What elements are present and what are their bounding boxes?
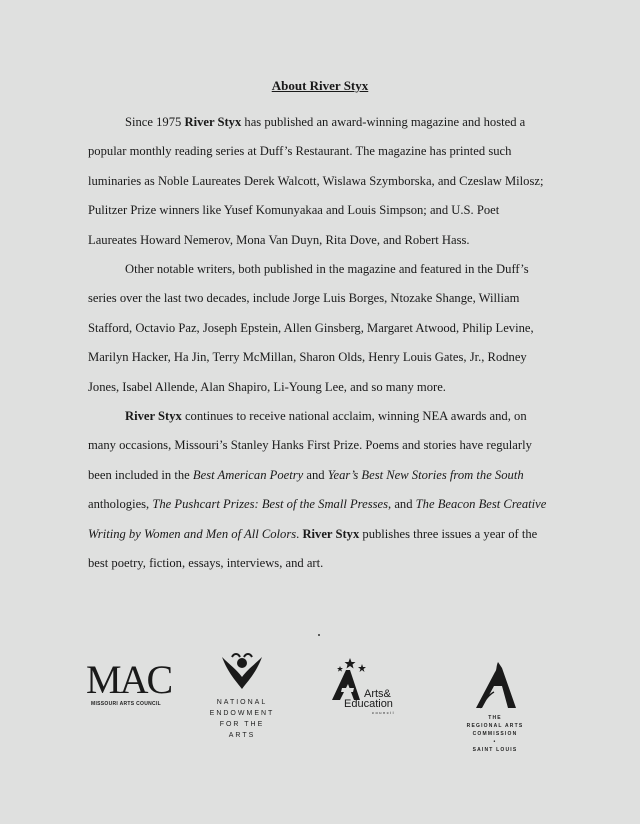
- text-run: has published an award-winning magazine and hosted a popular monthly reading series at Duff’s Restaurant. The magazine has printed such luminaries as Noble Laureates Derek Walcott, Wislawa Szymborska, and Czeslaw Milosz; Pulitzer Prize winners like Yusef Komunyakaa and Louis Simpson; and U.S. Poet Laureates Howard Nemerov, Mona Van Duyn, Rita Dove, and Robert Hass.: [88, 115, 544, 247]
- italic-title-run: Best American Poetry: [192, 467, 304, 482]
- rac-line-2: REGIONAL ARTS: [466, 723, 524, 729]
- mac-logo: [86, 657, 172, 707]
- arts-education-line-3: council: [372, 710, 395, 715]
- rac-line-3: COMMISSION: [472, 731, 518, 737]
- paragraph-1: [88, 108, 548, 255]
- arts-education-line-1: Arts&: [364, 688, 391, 700]
- nea-logo: [206, 651, 278, 741]
- paragraph-3: [88, 402, 548, 578]
- text-run: continues to receive national acclaim, winning NEA awards and, on many occasions, Missouri’s Stanley Hanks First Prize. Poems and stories have regularly been included in the: [88, 409, 532, 482]
- speck: [318, 634, 320, 636]
- nea-line-3: FOR THE ARTS: [219, 721, 265, 739]
- bold-run: River Styx: [125, 409, 182, 424]
- text-run: , and: [388, 497, 416, 512]
- bold-run: River Styx: [184, 115, 242, 129]
- italic-title-run: The Beacon Best Creative Writing by Women and Men of All Colors: [88, 497, 547, 541]
- mac-logo-caption: MISSOURI ARTS COUNCIL: [90, 701, 161, 707]
- rac-line-4: •: [493, 739, 497, 745]
- paragraph-2: [88, 255, 548, 402]
- nea-line-2: ENDOWMENT: [209, 710, 275, 717]
- nea-emblem-icon: [218, 651, 266, 691]
- text-run: and: [303, 467, 328, 482]
- nea-line-1: NATIONAL: [216, 699, 268, 706]
- arts-education-line-2: Education: [344, 698, 393, 710]
- page-title: About River Styx: [271, 78, 369, 93]
- rac-line-5: SAINT LOUIS: [472, 747, 518, 753]
- text-run: Since 1975: [125, 115, 185, 129]
- text-run: anthologies,: [88, 497, 153, 512]
- mac-logo-mark: MAC: [86, 657, 172, 702]
- rac-line-1: THE: [488, 715, 502, 721]
- italic-title-run: Year’s Best New Stories from the South: [327, 467, 524, 482]
- italic-title-run: The Pushcart Prizes: Best of the Small Presses: [152, 497, 389, 512]
- text-run: .: [296, 526, 303, 541]
- regional-arts-commission-emblem-icon: [472, 662, 518, 710]
- text-run: publishes three issues a year of the best poetry, fiction, essays, interviews, and art.: [88, 526, 538, 571]
- body-text: [88, 108, 548, 579]
- text-run: Other notable writers, both published in the magazine and featured in the Duff’s series over the last two decades, include Jorge Luis Borges, Ntozake Shange, William Stafford, Octavio Paz, Joseph Epstein, Allen Ginsberg, Margaret Atwood, Philip Levine, Marilyn Hacker, Ha Jin, Terry McMillan, Sharon Olds, Henry Louis Gates, Jr., Rodney Jones, Isabel Allende, Alan Shapiro, Li-Young Lee, and so many more.: [88, 262, 534, 394]
- arts-education-logo: [328, 658, 410, 718]
- bold-run: River Styx: [302, 526, 360, 541]
- regional-arts-commission-logo: [460, 662, 530, 754]
